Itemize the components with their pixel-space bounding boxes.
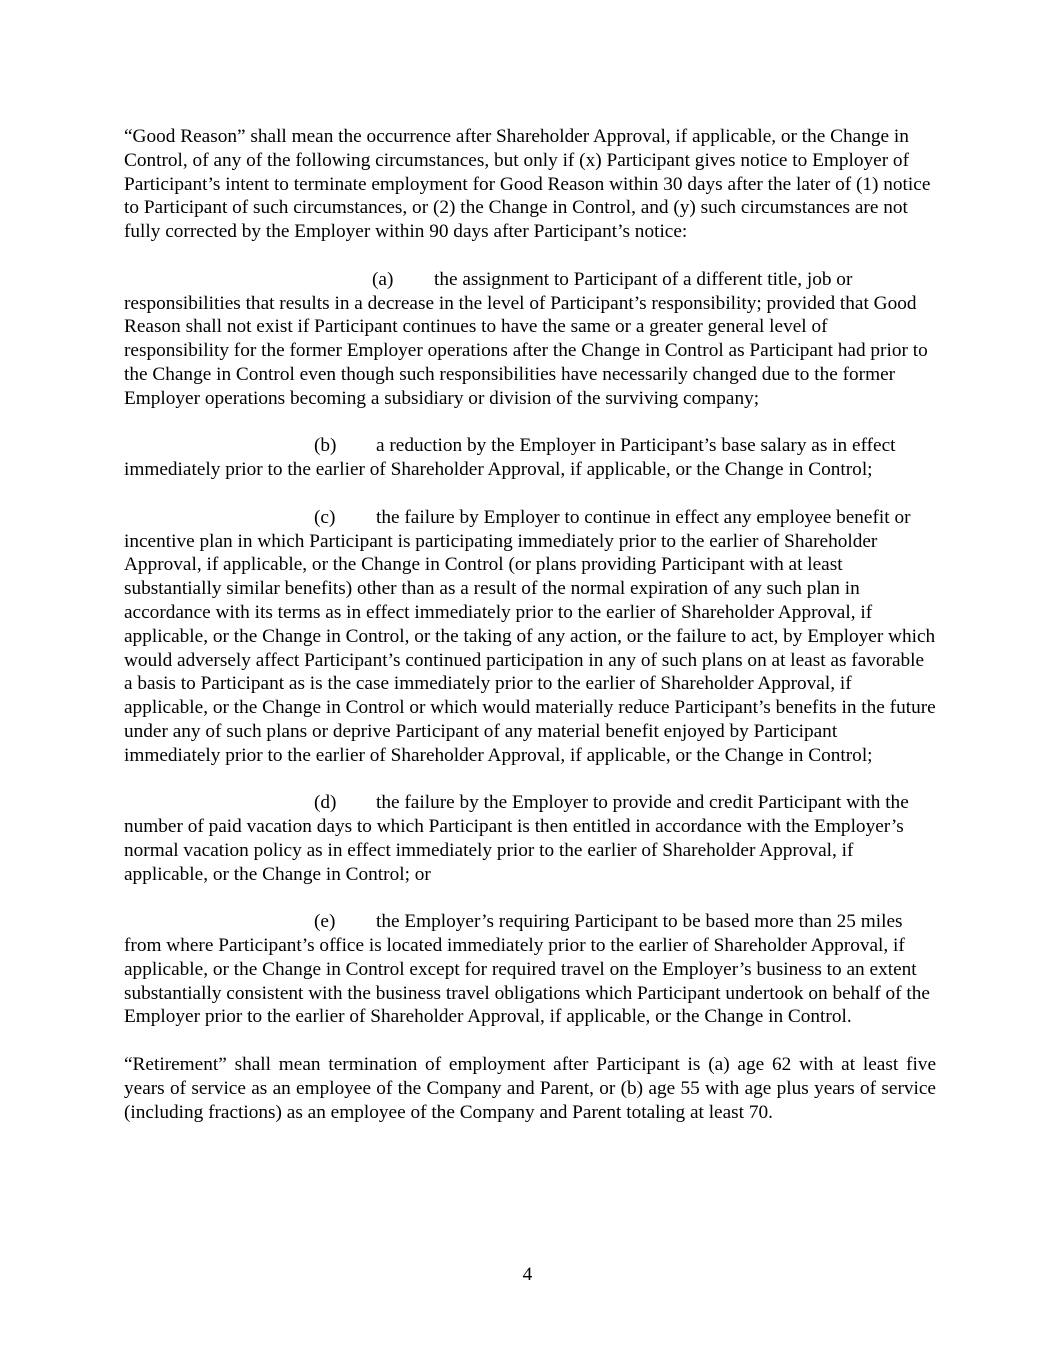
clause-b-marker: (b)	[314, 435, 337, 457]
good-reason-definition: “Good Reason” shall mean the occurrence after Shareholder Approval, if applicable, or the Change in Control, of any of the following circumstances, but only if (x) Participant gives notice to Employer of Participant’s intent to terminate employment for Good Reason within 30 days after the later of (1) notice to Participant of such circumstances, or (2) the Change in Control, and (y) such circumstances are not fully corrected by the Employer within 90 days after Participant’s notice:	[124, 126, 931, 243]
clause-c	[124, 506, 936, 768]
clause-e-marker: (e)	[314, 911, 336, 933]
clause-a	[124, 268, 936, 411]
clause-c-text: the failure by Employer to continue in effect any employee benefit or incentive plan in which Participant is participating immediately prior to the earlier of Shareholder Approval, if applicable, or the Change in Control (or plans providing Participant with at least substantially similar benefits) other than as a result of the normal expiration of any such plan in accordance with its terms as in effect immediately prior to the earlier of Shareholder Approval, if applicable, or the Change in Control, or the taking of any action, or the failure to act, by Employer which would adversely affect Participant’s continued participation in any of such plans on at least as favorable a basis to Participant as is the case immediately prior to the earlier of Shareholder Approval, if applicable, or the Change in Control or which would materially reduce Participant’s benefits in the future under any of such plans or deprive Participant of any material benefit enjoyed by Participant immediately prior to the earlier of Shareholder Approval, if applicable, or the Change in Control;	[124, 506, 936, 766]
clause-c-marker: (c)	[314, 506, 336, 528]
retirement-definition: “Retirement” shall mean termination of employment after Participant is (a) age 62 with at least five years of service as an employee of the Company and Parent, or (b) age 55 with age plus years of service (including fractions) as an employee of the Company and Parent totaling at least 70.	[124, 1054, 936, 1123]
clause-b	[124, 434, 936, 482]
clause-e-text: the Employer’s requiring Participant to be based more than 25 miles from where Participant’s office is located immediately prior to the earlier of Shareholder Approval, if applicable, or the Change in Control except for required travel on the Employer’s business to an extent substantially consistent with the business travel obligations which Participant undertook on behalf of the Employer prior to the earlier of Shareholder Approval, if applicable, or the Change in Control.	[124, 911, 930, 1028]
clause-d-text: the failure by the Employer to provide and credit Participant with the number of paid vacation days to which Participant is then entitled in accordance with the Employer’s normal vacation policy as in effect immediately prior to the earlier of Shareholder Approval, if applicable, or the Change in Control; or	[124, 792, 909, 885]
document-body	[124, 125, 936, 1148]
clause-e	[124, 910, 936, 1029]
clause-a-marker: (a)	[372, 268, 394, 290]
page-number: 4	[522, 1264, 533, 1285]
clause-d-marker: (d)	[314, 792, 337, 814]
clause-b-text: a reduction by the Employer in Participant’s base salary as in effect immediately prior to the earlier of Shareholder Approval, if applicable, or the Change in Control;	[124, 435, 896, 481]
clause-d	[124, 791, 936, 886]
clause-a-text: the assignment to Participant of a different title, job or responsibilities that results in a decrease in the level of Participant’s responsibility; provided that Good Reason shall not exist if Participant continues to have the same or a greater general level of responsibility for the former Employer operations after the Change in Control as Participant had prior to the Change in Control even though such responsibilities have necessarily changed due to the former Employer operations becoming a subsidiary or division of the surviving company;	[124, 268, 928, 409]
